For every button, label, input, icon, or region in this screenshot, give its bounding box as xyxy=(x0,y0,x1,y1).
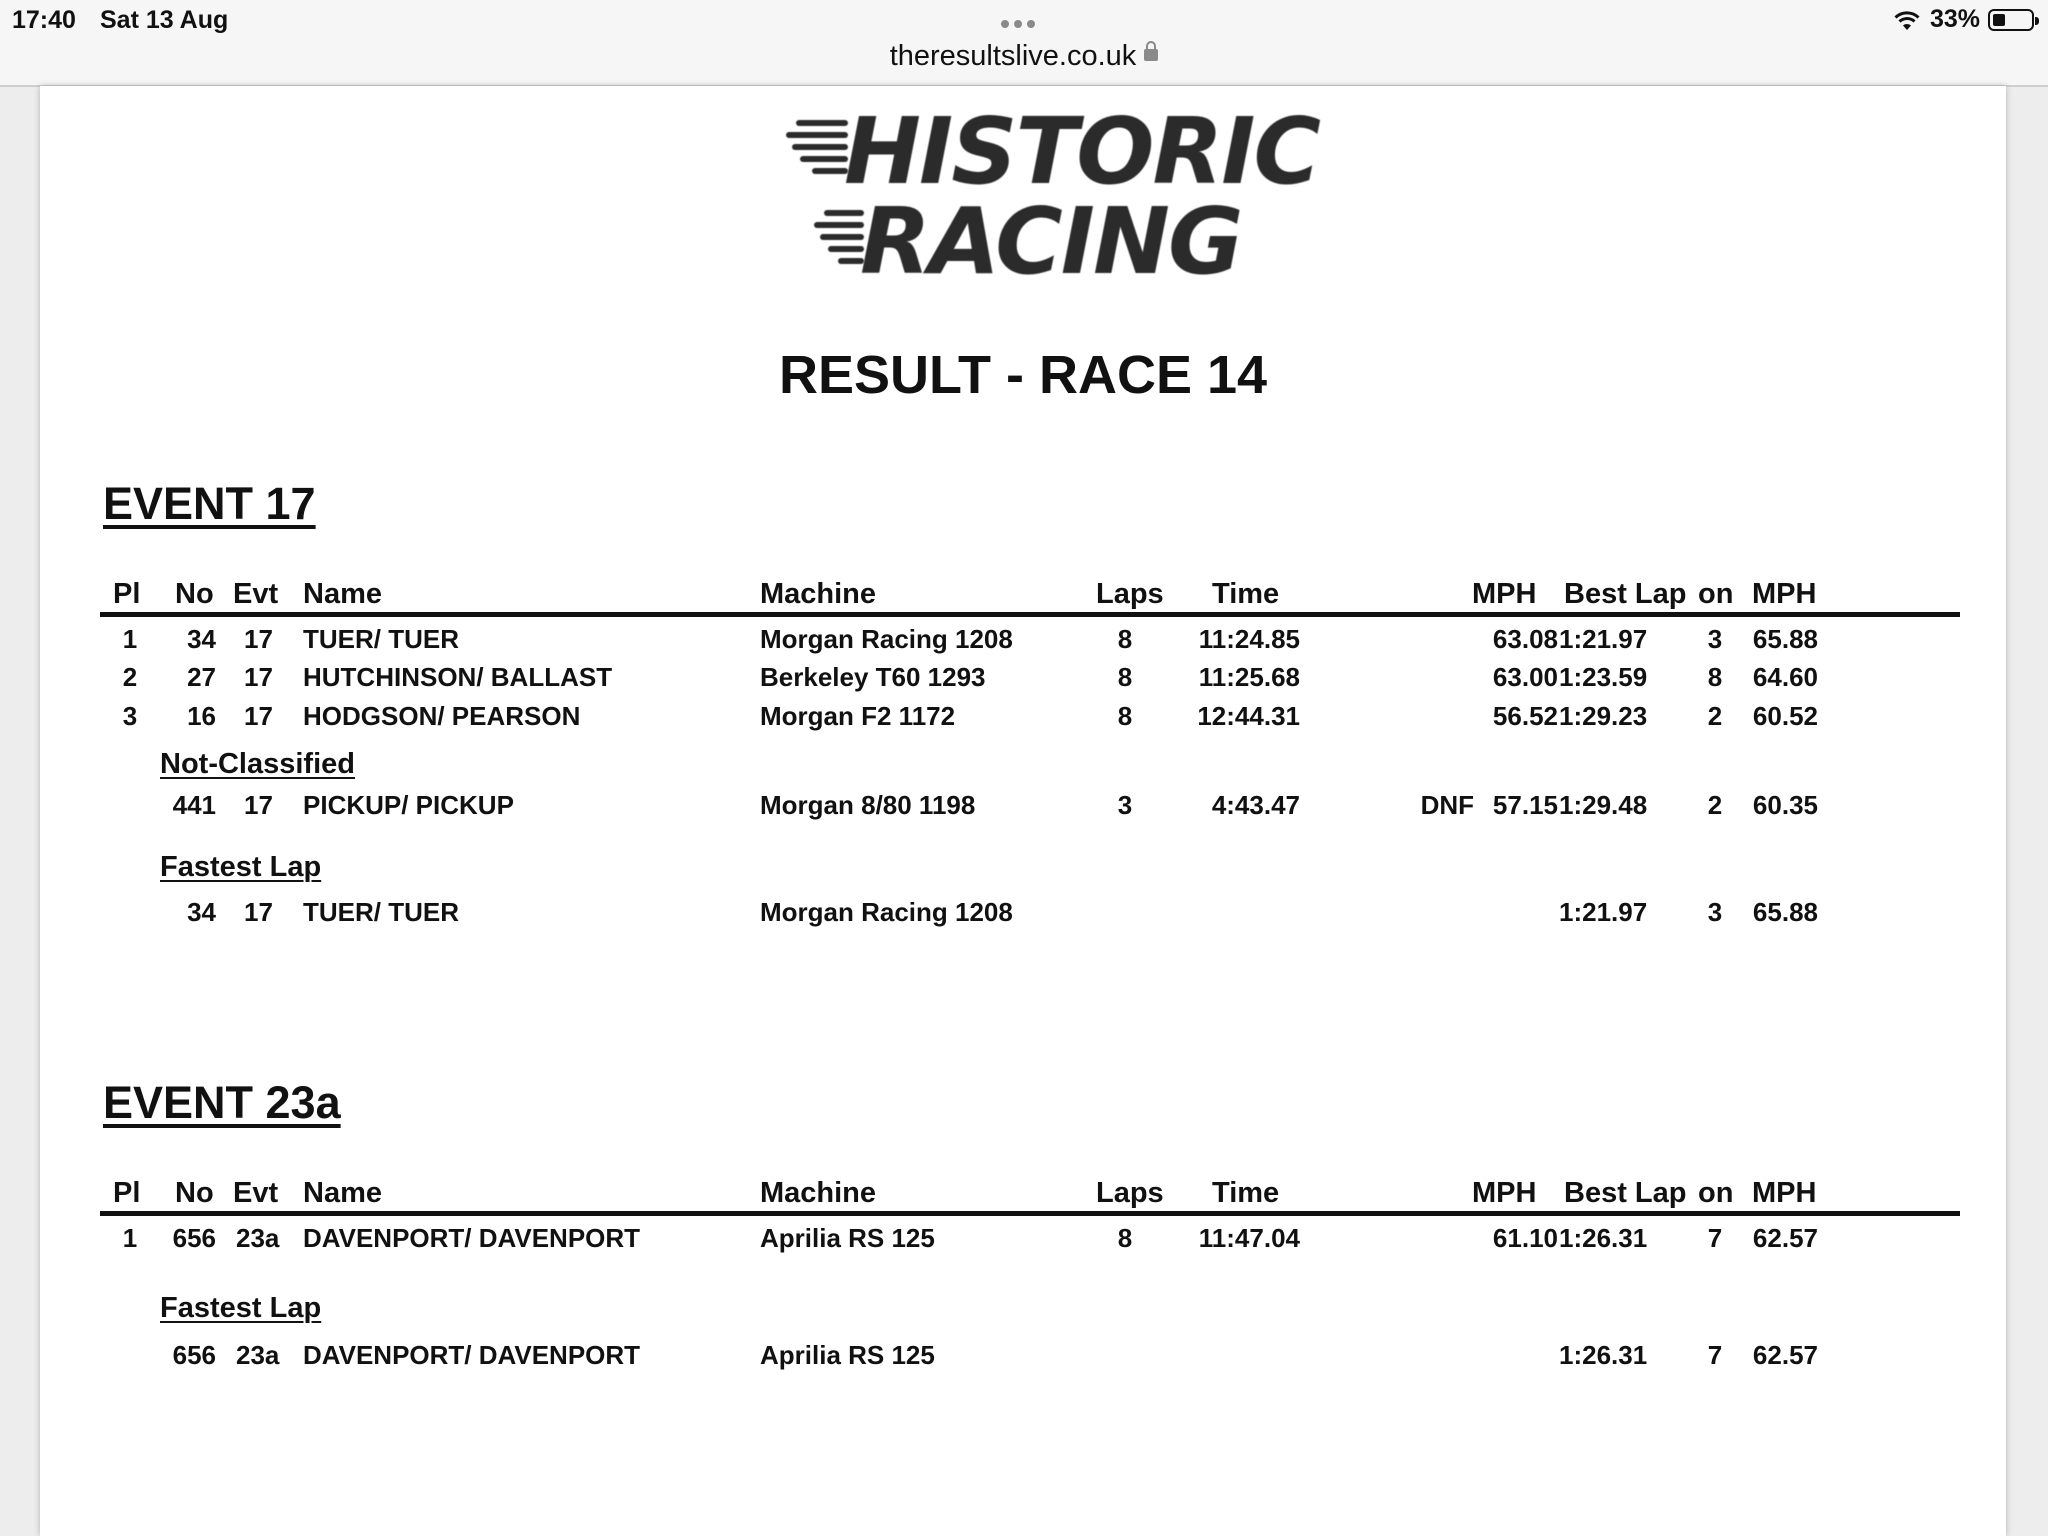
cell-evt: 17 xyxy=(244,897,273,927)
status-time: 17:40 xyxy=(12,6,76,34)
cell-on: 7 xyxy=(1707,1223,1723,1253)
cell-on: 8 xyxy=(1707,662,1723,692)
cell-time: 12:44.31 xyxy=(1197,701,1300,731)
cell-pl: 1 xyxy=(122,1223,138,1253)
cell-time: 11:24.85 xyxy=(1198,624,1300,654)
cell-machine: Berkeley T60 1293 xyxy=(760,662,986,692)
fastest-lap-heading: Fastest Lap xyxy=(160,1292,322,1324)
cell-mph: 63.00 xyxy=(1492,662,1558,692)
col-mph: MPH xyxy=(1472,578,1537,610)
cell-mph: 56.52 xyxy=(1492,701,1558,731)
cell-best-mph: 62.57 xyxy=(1752,1223,1818,1253)
col-laps: Laps xyxy=(1096,578,1164,610)
logo-line-1: HISTORIC xyxy=(844,98,1320,205)
not-classified-heading: Not-Classified xyxy=(160,748,355,780)
col-machine: Machine xyxy=(760,578,877,610)
cell-laps: 3 xyxy=(1117,790,1133,820)
address-bar[interactable] xyxy=(0,40,2048,73)
event-heading: EVENT 17 xyxy=(103,478,316,529)
col-name: Name xyxy=(303,1177,382,1209)
cell-pl: 1 xyxy=(122,624,138,654)
cell-name: DAVENPORT/ DAVENPORT xyxy=(303,1340,641,1370)
page-title: RESULT - RACE 14 xyxy=(778,345,1268,405)
cell-no: 34 xyxy=(187,624,216,654)
cell-mph: 63.08 xyxy=(1492,624,1558,654)
cell-mph: 61.10 xyxy=(1492,1223,1558,1253)
col-machine: Machine xyxy=(760,1177,877,1209)
col-best-lap: Best Lap xyxy=(1564,1177,1687,1209)
battery-percent: 33% xyxy=(1929,5,1980,33)
col-best-mph: MPH xyxy=(1752,1177,1817,1209)
historic-racing-logo xyxy=(756,98,1320,295)
col-mph: MPH xyxy=(1472,1177,1537,1209)
cell-time: 4:43.47 xyxy=(1211,790,1300,820)
cell-machine: Aprilia RS 125 xyxy=(760,1340,935,1370)
cell-mph: 57.15 xyxy=(1492,790,1558,820)
lock-icon xyxy=(1144,49,1158,61)
cell-no: 656 xyxy=(172,1223,216,1253)
col-name: Name xyxy=(303,578,382,610)
col-on: on xyxy=(1698,1177,1734,1209)
cell-evt: 17 xyxy=(244,662,273,692)
header-rule xyxy=(100,1211,1960,1216)
cell-on: 7 xyxy=(1707,1340,1723,1370)
cell-evt: 17 xyxy=(244,624,273,654)
cell-name: HODGSON/ PEARSON xyxy=(303,701,581,731)
col-time: Time xyxy=(1212,578,1280,610)
col-no: No xyxy=(175,1177,214,1209)
status-indicators xyxy=(1892,5,2034,34)
cell-on: 2 xyxy=(1707,701,1723,731)
col-evt: Evt xyxy=(233,578,279,610)
header-rule xyxy=(100,612,1960,617)
cell-name: TUER/ TUER xyxy=(303,897,459,927)
cell-evt: 17 xyxy=(244,701,273,731)
col-best-lap: Best Lap xyxy=(1564,578,1687,610)
cell-best-mph: 60.52 xyxy=(1752,701,1818,731)
cell-laps: 8 xyxy=(1117,701,1133,731)
cell-best-lap: 1:26.31 xyxy=(1559,1340,1648,1370)
browser-top-bar xyxy=(0,0,2048,87)
cell-best-lap: 1:26.31 xyxy=(1559,1223,1648,1253)
url-text[interactable]: theresultslive.co.uk xyxy=(889,40,1137,72)
fastest-lap-heading: Fastest Lap xyxy=(160,851,322,883)
cell-machine: Morgan Racing 1208 xyxy=(760,897,1013,927)
col-no: No xyxy=(175,578,214,610)
col-pl: Pl xyxy=(113,578,141,610)
col-on: on xyxy=(1698,578,1734,610)
cell-no: 34 xyxy=(187,897,216,927)
cell-pl: 2 xyxy=(122,662,138,692)
cell-no: 16 xyxy=(187,701,216,731)
cell-status: DNF xyxy=(1420,790,1474,820)
cell-time: 11:25.68 xyxy=(1198,662,1300,692)
cell-best-mph: 65.88 xyxy=(1752,897,1818,927)
cell-best-mph: 60.35 xyxy=(1752,790,1818,820)
cell-laps: 8 xyxy=(1117,1223,1133,1253)
cell-machine: Aprilia RS 125 xyxy=(760,1223,935,1253)
cell-best-lap: 1:21.97 xyxy=(1559,624,1648,654)
cell-on: 3 xyxy=(1707,624,1723,654)
cell-name: TUER/ TUER xyxy=(303,624,459,654)
cell-laps: 8 xyxy=(1117,624,1133,654)
status-date: Sat 13 Aug xyxy=(100,6,229,34)
cell-evt: 23a xyxy=(236,1340,280,1370)
cell-best-mph: 65.88 xyxy=(1752,624,1818,654)
wifi-icon xyxy=(1892,8,1922,32)
cell-best-lap: 1:21.97 xyxy=(1559,897,1648,927)
cell-name: HUTCHINSON/ BALLAST xyxy=(303,662,613,692)
col-time: Time xyxy=(1212,1177,1280,1209)
cell-best-mph: 64.60 xyxy=(1752,662,1818,692)
cell-laps: 8 xyxy=(1117,662,1133,692)
cell-name: PICKUP/ PICKUP xyxy=(303,790,514,820)
cell-time: 11:47.04 xyxy=(1198,1223,1300,1253)
col-pl: Pl xyxy=(113,1177,141,1209)
cell-machine: Morgan Racing 1208 xyxy=(760,624,1013,654)
multitasking-dots-icon[interactable] xyxy=(1001,20,1035,28)
cell-best-lap: 1:29.23 xyxy=(1559,701,1648,731)
cell-evt: 23a xyxy=(236,1223,280,1253)
cell-no: 27 xyxy=(187,662,216,692)
cell-on: 2 xyxy=(1707,790,1723,820)
col-evt: Evt xyxy=(233,1177,279,1209)
cell-pl: 3 xyxy=(122,701,138,731)
col-laps: Laps xyxy=(1096,1177,1164,1209)
battery-icon xyxy=(1988,9,2034,31)
cell-machine: Morgan F2 1172 xyxy=(760,701,956,731)
cell-no: 441 xyxy=(172,790,216,820)
cell-name: DAVENPORT/ DAVENPORT xyxy=(303,1223,641,1253)
col-best-mph: MPH xyxy=(1752,578,1817,610)
cell-on: 3 xyxy=(1707,897,1723,927)
cell-best-lap: 1:23.59 xyxy=(1559,662,1648,692)
cell-evt: 17 xyxy=(244,790,273,820)
cell-best-lap: 1:29.48 xyxy=(1559,790,1648,820)
cell-no: 656 xyxy=(172,1340,216,1370)
cell-machine: Morgan 8/80 1198 xyxy=(760,790,976,820)
event-heading: EVENT 23a xyxy=(103,1077,341,1128)
results-page xyxy=(40,86,2006,1536)
cell-best-mph: 62.57 xyxy=(1752,1340,1818,1370)
logo-line-2: RACING xyxy=(860,188,1242,295)
